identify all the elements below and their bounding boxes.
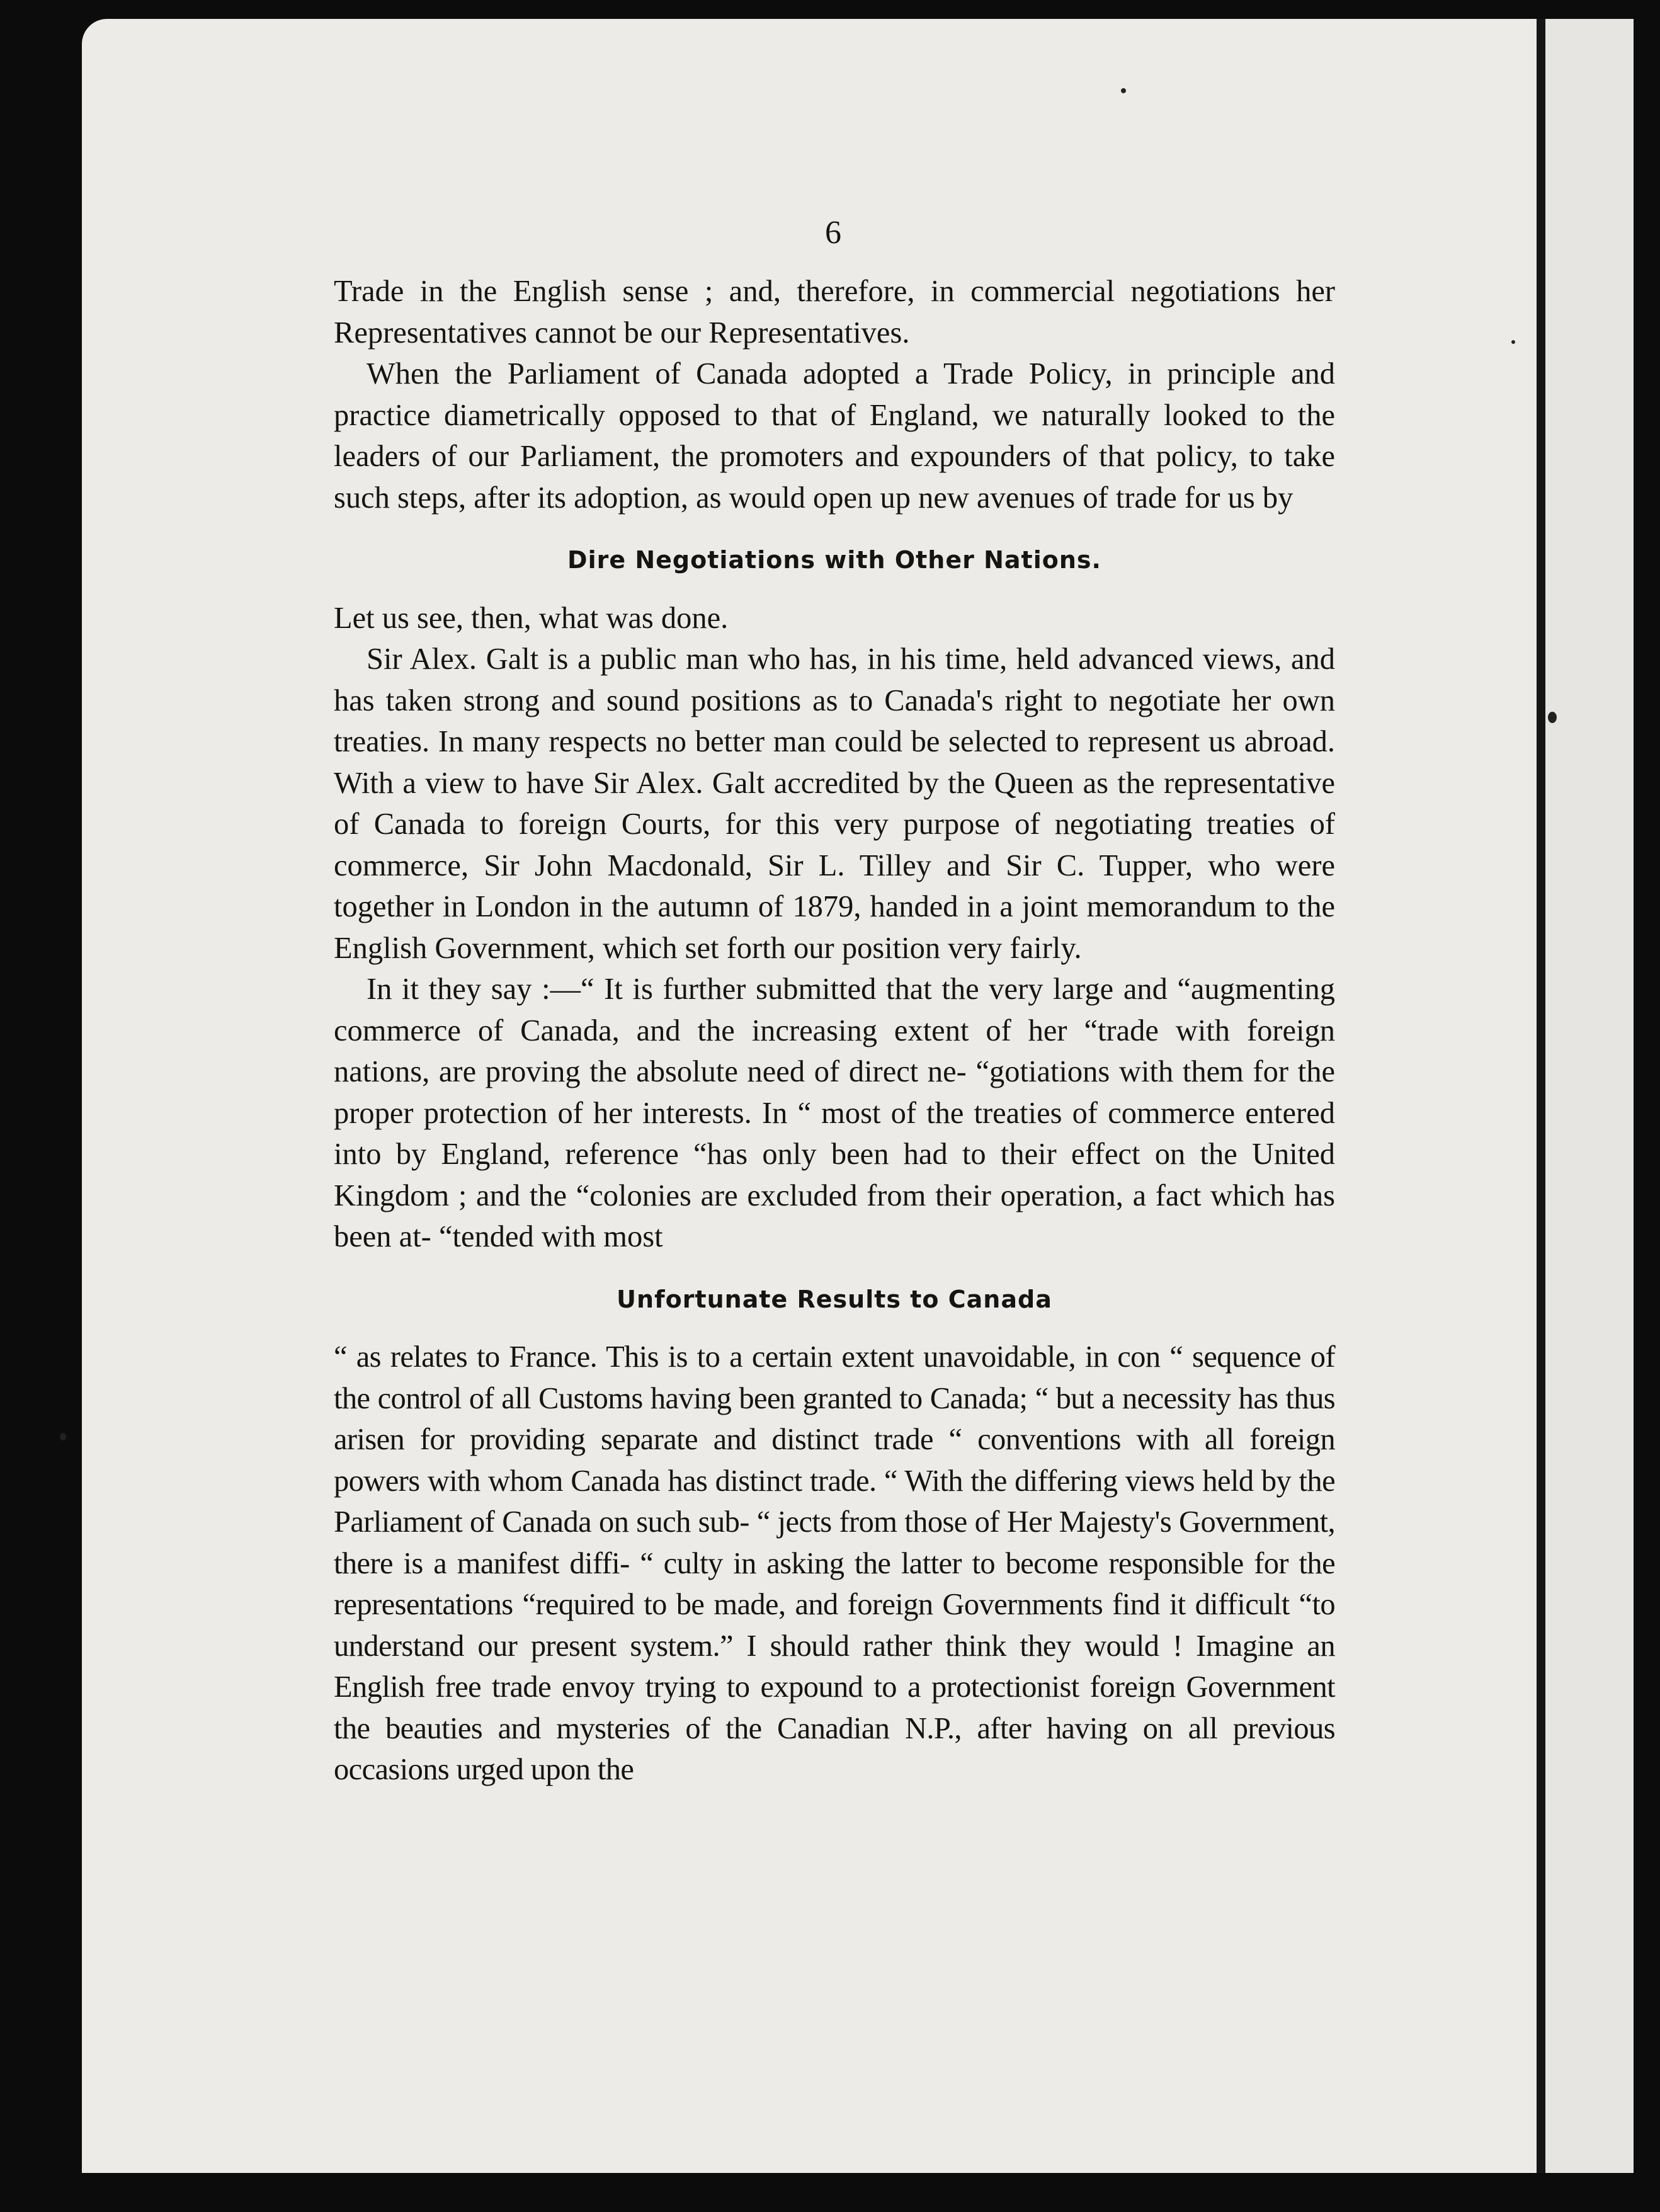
scan-speck — [1121, 88, 1126, 93]
body-text — [334, 271, 1335, 1791]
paragraph: Sir Alex. Galt is a public man who has, in his time, held advanced views, and has taken strong and sound positions as to Canada's right to negotiate her own treaties. In many respects no better man could be selected to represent us abroad. With a view to have Sir Alex. Galt accredited by the Queen as the representative of Canada to foreign Courts, for this very purpose of negotiating treaties of commerce, Sir John Macdonald, Sir L. Tilley and Sir C. Tupper, who were together in London in the autumn of 1879, handed in a joint memorandum to the English Government, which set forth our position very fairly. — [334, 642, 1335, 965]
scan-speck — [60, 1433, 66, 1440]
adjacent-page-edge — [1537, 19, 1634, 2173]
scan-speck — [1511, 340, 1515, 344]
section-heading: Unfortunate Results to Canada — [617, 1285, 1052, 1313]
paragraph: When the Parliament of Canada adopted a Trade Policy, in principle and practice diametrically opposed to that of England, we naturally looked to the leaders of our Parliament, the promoters and expounders of that policy, to take such steps, after its adoption, as would open up new avenues of trade for us by — [334, 357, 1335, 515]
page-number: 6 — [825, 215, 841, 251]
section-heading: Dire Negotiations with Other Nations. — [567, 546, 1101, 574]
scan-speck — [1548, 712, 1557, 723]
paragraph: Let us see, then, what was done. — [334, 601, 729, 635]
paragraph: Trade in the English sense ; and, therefore, in commercial negotiations her Representatives cannot be our Representatives. — [334, 275, 1335, 350]
quoted-paragraph: In it they say :—“ It is further submitted that the very large and “augmenting commerce of Canada, and the increasing extent of her “trade with foreign nations, are proving the absolute need of direct ne- “gotiations with them for the proper protection of her interests. In “ most of the treaties of commerce entered into by England, reference “has only been had to their effect on the United Kingdom ; and the “colonies are excluded from their operation, a fact which has been at- “tended with most — [334, 972, 1335, 1253]
quoted-paragraph: “ as relates to France. This is to a certain extent unavoidable, in con “ sequence of the control of all Customs having been granted to Canada; “ but a necessity has thus arisen for providing separate and distinct trade “ conventions with all foreign powers with whom Canada has distinct trade. “ With the differing views held by the Parliament of Canada on such sub- “ jects from those of Her Majesty's Government, there is a manifest diffi- “ culty in asking the latter to become responsible for the representations “required to be made, and foreign Governments find it difficult “to understand our present system.” I should rather think they would ! Imagine an English free trade envoy trying to expound to a protectionist foreign Government the beauties and mysteries of the Canadian N.P., after having on all previous occasions urged upon the — [334, 1340, 1335, 1786]
